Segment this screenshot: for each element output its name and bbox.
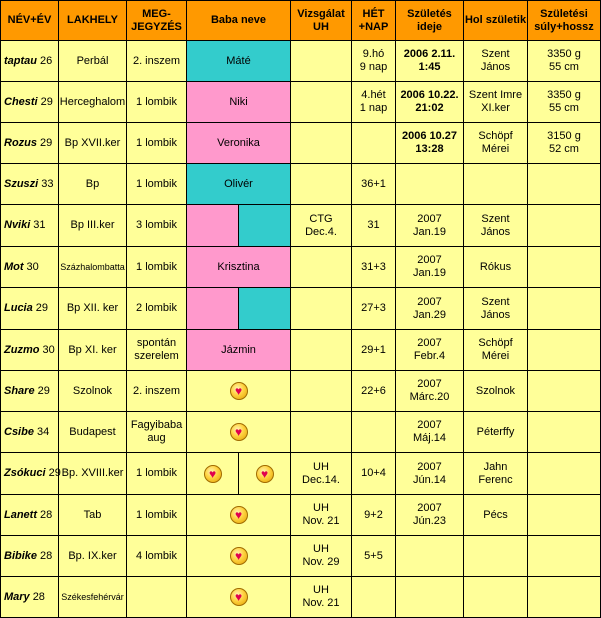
header-place: LAKHELY <box>59 1 127 41</box>
cell-place <box>59 247 127 288</box>
cell-hospital <box>464 577 528 618</box>
baby-name: Niki <box>229 95 248 108</box>
nickname: Rozus <box>4 136 37 149</box>
heart-smiley-icon <box>230 382 248 400</box>
cell-size <box>528 205 601 247</box>
cell-exam-text: UH Nov. 21 <box>302 502 340 527</box>
header-name: NÉV+ÉV <box>1 1 59 41</box>
cell-week <box>352 123 396 164</box>
cell-week-text: 9+2 <box>364 508 383 521</box>
cell-place <box>59 41 127 82</box>
cell-name <box>1 577 59 618</box>
cell-baby <box>187 123 291 164</box>
baby-color-block <box>187 288 238 329</box>
cell-exam <box>291 495 352 536</box>
cell-note-text: 1 lombik <box>136 95 177 108</box>
cell-exam <box>291 453 352 495</box>
cell-hospital <box>464 247 528 288</box>
table-row <box>1 82 601 123</box>
cell-place-text: Herceghalom <box>59 95 126 108</box>
cell-note <box>127 247 187 288</box>
cell-baby <box>187 453 291 495</box>
cell-week <box>352 205 396 247</box>
baby-color-block <box>187 205 238 246</box>
nickname: Mary <box>4 590 30 603</box>
cell-place <box>59 82 127 123</box>
baby-split <box>187 453 290 494</box>
header-note: MEG- JEGYZÉS <box>127 1 187 41</box>
cell-name <box>1 288 59 330</box>
nickname: Szuszi <box>4 177 39 190</box>
cell-place-text: Tab <box>83 508 102 521</box>
nickname: Csibe <box>4 425 34 438</box>
cell-size <box>528 536 601 577</box>
cell-place-text: Budapest <box>69 425 116 438</box>
cell-born <box>396 495 464 536</box>
cell-note <box>127 453 187 495</box>
cell-place-text: Bp XVII.ker <box>64 136 121 149</box>
cell-baby <box>187 247 291 288</box>
cell-born <box>396 123 464 164</box>
cell-note <box>127 536 187 577</box>
baby-name: Jázmin <box>221 343 256 356</box>
cell-exam <box>291 412 352 453</box>
cell-note <box>127 82 187 123</box>
cell-place <box>59 205 127 247</box>
baby-color-block <box>238 288 290 329</box>
cell-baby <box>187 205 291 247</box>
header-baby: Baba neve <box>187 1 291 41</box>
cell-hospital <box>464 288 528 330</box>
cell-week <box>352 164 396 205</box>
cell-born <box>396 82 464 123</box>
cell-place-text: Székesfehérvár <box>61 591 124 602</box>
cell-note-text: 1 lombik <box>136 467 177 479</box>
table-row <box>1 247 601 288</box>
cell-week <box>352 495 396 536</box>
cell-week <box>352 536 396 577</box>
cell-born <box>396 330 464 371</box>
cell-note-text: 1 lombik <box>136 136 177 149</box>
age: 34 <box>36 425 50 438</box>
cell-exam <box>291 82 352 123</box>
heart-smiley-icon <box>230 547 248 565</box>
cell-exam-text: UH Nov. 29 <box>302 543 340 568</box>
heart-smiley-icon <box>204 465 222 483</box>
cell-born-text: 2007 Máj.14 <box>412 419 447 444</box>
cell-baby <box>187 164 291 205</box>
cell-week-text: 10+4 <box>361 467 386 479</box>
cell-baby <box>187 371 291 412</box>
cell-exam <box>291 123 352 164</box>
cell-size <box>528 247 601 288</box>
table-row <box>1 495 601 536</box>
cell-hospital-text: Szent János <box>480 212 511 238</box>
baby-name: Olivér <box>224 177 253 190</box>
cell-born <box>396 205 464 247</box>
cell-hospital <box>464 371 528 412</box>
cell-size <box>528 82 601 123</box>
age: 30 <box>42 343 55 356</box>
cell-week <box>352 412 396 453</box>
cell-baby <box>187 495 291 536</box>
header-size: Születési súly+hossz <box>528 1 601 41</box>
table-row <box>1 453 601 495</box>
cell-note-text: 2. inszem <box>132 384 181 397</box>
cell-hospital-text: Szent János <box>480 48 511 73</box>
cell-place <box>59 371 127 412</box>
cell-name <box>1 123 59 164</box>
cell-exam <box>291 41 352 82</box>
cell-born-text: 2006 10.27 13:28 <box>401 130 458 155</box>
cell-note-text: 3 lombik <box>136 219 177 231</box>
cell-born-text: 2007 Jún.23 <box>412 502 447 527</box>
cell-place-text: Bp III.ker <box>70 219 115 231</box>
baby-split <box>187 288 290 329</box>
cell-week-text: 22+6 <box>361 384 386 397</box>
cell-born <box>396 247 464 288</box>
header-row <box>1 1 601 41</box>
cell-place <box>59 164 127 205</box>
cell-note-text: spontán szerelem <box>134 337 179 362</box>
cell-name <box>1 164 59 205</box>
table-row <box>1 412 601 453</box>
cell-note-text: 1 lombik <box>136 260 177 273</box>
nickname: Lanett <box>4 508 37 521</box>
cell-note-text: 1 lombik <box>136 177 177 190</box>
heart-smiley-icon <box>230 423 248 441</box>
cell-note-text: 2. inszem <box>132 54 181 67</box>
cell-exam <box>291 371 352 412</box>
table-row <box>1 123 601 164</box>
cell-born <box>396 288 464 330</box>
cell-size <box>528 123 601 164</box>
age: 29 <box>40 95 53 108</box>
table-row <box>1 164 601 205</box>
cell-hospital <box>464 495 528 536</box>
nickname: Mot <box>4 260 24 273</box>
cell-exam <box>291 577 352 618</box>
cell-hospital-text: Rókus <box>479 260 512 273</box>
age: 29 <box>48 467 61 479</box>
cell-exam <box>291 288 352 330</box>
cell-place-text: Bp XII. ker <box>66 302 119 314</box>
header-week: HÉT +NAP <box>352 1 396 41</box>
age: 29 <box>40 136 53 149</box>
cell-exam-text: UH Dec.14. <box>302 460 340 486</box>
age: 31 <box>33 219 46 231</box>
cell-place-text: Bp. XVIII.ker <box>61 467 124 479</box>
heart-smiley-icon <box>230 506 248 524</box>
header-hospital: Hol születik <box>464 1 528 41</box>
cell-size <box>528 577 601 618</box>
table-row <box>1 536 601 577</box>
cell-hospital <box>464 164 528 205</box>
header-exam: Vizsgálat UH <box>291 1 352 41</box>
cell-week-text: 27+3 <box>361 302 386 314</box>
table-row <box>1 330 601 371</box>
cell-size <box>528 453 601 495</box>
cell-baby <box>187 412 291 453</box>
cell-note <box>127 288 187 330</box>
cell-born-text: 2007 Jan.29 <box>412 295 447 321</box>
cell-hospital <box>464 41 528 82</box>
cell-week <box>352 288 396 330</box>
cell-week <box>352 371 396 412</box>
cell-place-text: Bp <box>85 177 100 190</box>
cell-place <box>59 288 127 330</box>
baby-color-block <box>238 205 290 246</box>
cell-name <box>1 82 59 123</box>
cell-baby <box>187 288 291 330</box>
cell-place-text: Szolnok <box>72 384 113 397</box>
cell-week <box>352 453 396 495</box>
cell-exam <box>291 164 352 205</box>
cell-size <box>528 495 601 536</box>
cell-size <box>528 41 601 82</box>
age: 28 <box>40 549 53 562</box>
cell-place-text: Bp. IX.ker <box>68 549 117 562</box>
cell-week-text: 5+5 <box>364 549 383 562</box>
age: 30 <box>26 260 39 273</box>
cell-hospital <box>464 453 528 495</box>
heart-smiley-icon <box>256 465 274 483</box>
cell-week-text: 31+3 <box>361 260 386 273</box>
cell-name <box>1 371 59 412</box>
cell-place <box>59 412 127 453</box>
cell-born-text: 2007 Febr.4 <box>413 337 446 362</box>
cell-week <box>352 577 396 618</box>
cell-born <box>396 412 464 453</box>
cell-week-text: 9.hó 9 nap <box>359 48 388 73</box>
cell-size-text: 3350 g 55 cm <box>547 48 581 73</box>
table-row <box>1 41 601 82</box>
baby-slot <box>187 453 238 494</box>
cell-week-text: 4.hét 1 nap <box>359 89 388 114</box>
cell-hospital-text: Péterffy <box>476 425 515 438</box>
cell-born <box>396 577 464 618</box>
cell-born <box>396 164 464 205</box>
nickname: taptau <box>4 54 37 67</box>
cell-hospital-text: Schöpf Mérei <box>478 130 513 155</box>
baby-name: Máté <box>226 54 251 67</box>
cell-note-text: 1 lombik <box>136 508 177 521</box>
age: 33 <box>41 177 54 190</box>
baby-name: Veronika <box>217 136 260 149</box>
baby-name: Krisztina <box>217 260 260 273</box>
cell-note <box>127 41 187 82</box>
cell-place-text: Perbál <box>76 54 109 67</box>
cell-exam <box>291 205 352 247</box>
cell-note-text: 4 lombik <box>136 549 177 562</box>
cell-hospital <box>464 123 528 164</box>
cell-name <box>1 536 59 577</box>
cell-name <box>1 453 59 495</box>
cell-size <box>528 164 601 205</box>
cell-place-text: Bp XI. ker <box>68 343 117 356</box>
cell-born-text: 2007 Jún.14 <box>412 460 447 486</box>
cell-hospital-text: Jahn Ferenc <box>478 460 513 486</box>
cell-born <box>396 453 464 495</box>
cell-week-text: 29+1 <box>361 343 386 356</box>
cell-born-text: 2006 10.22. 21:02 <box>400 89 459 114</box>
cell-name <box>1 205 59 247</box>
cell-place <box>59 536 127 577</box>
cell-note <box>127 164 187 205</box>
cell-place-text: Százhalombatta <box>60 261 125 272</box>
cell-size <box>528 371 601 412</box>
nickname: Bibike <box>4 549 38 562</box>
cell-name <box>1 247 59 288</box>
cell-size <box>528 330 601 371</box>
cell-note <box>127 577 187 618</box>
cell-week <box>352 41 396 82</box>
cell-size-text: 3350 g 55 cm <box>547 89 581 114</box>
cell-baby <box>187 536 291 577</box>
table-row <box>1 371 601 412</box>
cell-born <box>396 536 464 577</box>
heart-smiley-icon <box>230 588 248 606</box>
cell-note-text: Fagyibaba aug <box>130 419 183 444</box>
nickname: Lucia <box>4 302 33 314</box>
cell-note-text: 2 lombik <box>136 302 177 314</box>
cell-note <box>127 371 187 412</box>
cell-note <box>127 495 187 536</box>
age: 28 <box>40 508 53 521</box>
cell-hospital <box>464 205 528 247</box>
age: 26 <box>40 54 53 67</box>
cell-week <box>352 82 396 123</box>
cell-hospital <box>464 412 528 453</box>
nickname: Share <box>4 384 35 397</box>
cell-born-text: 2006 2.11. 1:45 <box>403 48 456 73</box>
cell-week <box>352 247 396 288</box>
cell-born-text: 2007 Jan.19 <box>412 212 447 238</box>
header-born: Születés ideje <box>396 1 464 41</box>
cell-born-text: 2007 Márc.20 <box>409 378 450 403</box>
cell-hospital-text: Pécs <box>483 508 508 521</box>
cell-hospital-text: Szolnok <box>475 384 516 397</box>
nickname: Zsókuci <box>4 467 46 479</box>
cell-week-text: 36+1 <box>361 177 386 190</box>
cell-baby <box>187 330 291 371</box>
cell-born-text: 2007 Jan.19 <box>412 254 447 279</box>
cell-hospital <box>464 82 528 123</box>
cell-name <box>1 495 59 536</box>
cell-place <box>59 330 127 371</box>
cell-exam-text: CTG Dec.4. <box>305 212 337 238</box>
cell-baby <box>187 41 291 82</box>
cell-baby <box>187 577 291 618</box>
age: 29 <box>35 302 48 314</box>
baby-split <box>187 205 290 246</box>
nickname: Nviki <box>4 219 31 231</box>
cell-baby <box>187 82 291 123</box>
cell-week <box>352 330 396 371</box>
cell-name <box>1 41 59 82</box>
nickname: Chesti <box>4 95 38 108</box>
cell-note <box>127 205 187 247</box>
cell-born <box>396 41 464 82</box>
cell-size <box>528 412 601 453</box>
cell-hospital <box>464 536 528 577</box>
table-row <box>1 577 601 618</box>
age: 29 <box>37 384 50 397</box>
cell-exam <box>291 247 352 288</box>
age: 28 <box>32 590 45 603</box>
cell-size-text: 3150 g 52 cm <box>547 130 581 155</box>
cell-note <box>127 412 187 453</box>
cell-size <box>528 288 601 330</box>
cell-exam <box>291 536 352 577</box>
cell-note <box>127 330 187 371</box>
table-row <box>1 288 601 330</box>
cell-place <box>59 495 127 536</box>
cell-place <box>59 123 127 164</box>
cell-name <box>1 412 59 453</box>
baby-slot <box>238 453 290 494</box>
nickname: Zuzmo <box>4 343 40 356</box>
cell-exam <box>291 330 352 371</box>
cell-hospital-text: Szent János <box>480 295 511 321</box>
cell-exam-text: UH Nov. 21 <box>302 584 340 609</box>
cell-hospital <box>464 330 528 371</box>
cell-note <box>127 123 187 164</box>
cell-place <box>59 577 127 618</box>
cell-hospital-text: Szent Imre XI.ker <box>468 89 523 114</box>
table-row <box>1 205 601 247</box>
cell-place <box>59 453 127 495</box>
cell-name <box>1 330 59 371</box>
cell-born <box>396 371 464 412</box>
cell-hospital-text: Schöpf Mérei <box>478 337 513 362</box>
cell-week-text: 31 <box>367 219 380 231</box>
